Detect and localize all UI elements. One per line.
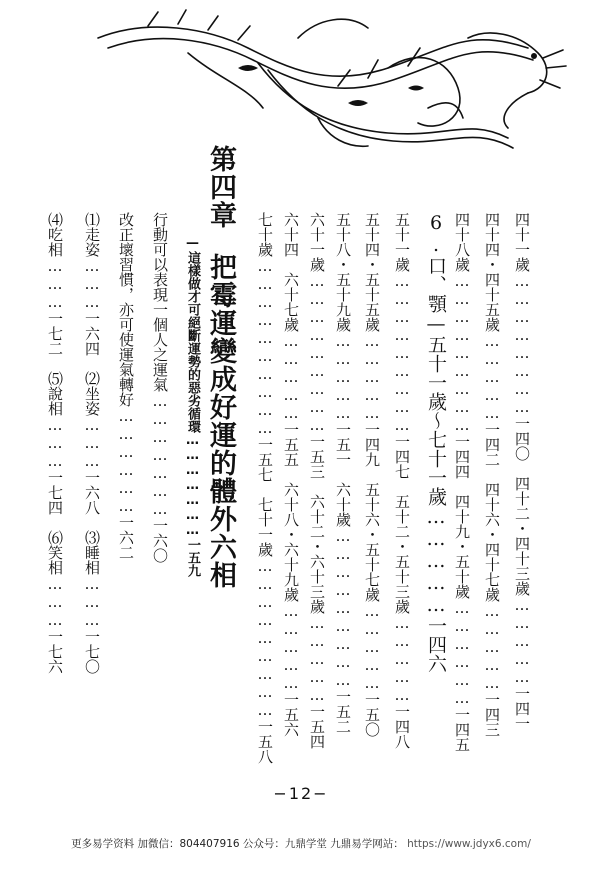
chapter-heading [203,145,237,589]
chapter-title: 把霉運變成好運的體外六相 [205,253,236,589]
toc-line: ⑷吃相………一七二 ⑸說相………一七四 ⑹笑相………一七六 [46,212,64,674]
toc-line: 四十八歲………………………一四四 四十九・五十歲………………一四五 [453,212,471,752]
chapter-subtitle: —這樣做才可絕斷運勢的惡劣循環…………………一五九 [185,236,200,577]
toc-line: 七十歲…………………………一五七 七十一歲………………………一五八 [256,212,274,764]
toc-line: 四十四・四十五歲……………一四二 四十六・四十七歲……………一四三 [483,212,501,737]
footer-url: https://www.jdyx6.com/ [407,838,531,850]
toc-line: ⑴走姿………一六四 ⑵坐姿………一六八 ⑶睡相………一七〇 [83,212,101,674]
toc-line: 四十一歲……………………一四〇 四十二・四十三歲……………一四一 [513,212,531,731]
toc-section-heading: 6.口、顎—五十一歲〜七十一歲……………一四六 [425,212,447,673]
footer-text: 更多易学资料 加微信：804407916 公众号：九鼎学堂 九鼎易学网站： [71,838,404,850]
toc-line: 五十一歲………………………一四七 五十二・五十三歲……………一四八 [393,212,411,749]
chapter-number: 第四章 [205,145,236,229]
page-number: −12− [273,784,329,803]
watermark-footer [0,836,602,851]
toc-line: 行動可以表現一個人之運氣…………………一六〇 [151,212,169,563]
toc-line: 改正壞習慣，亦可使運氣轉好………………一六二 [117,212,135,560]
toc-line: 六十四 六十七歲……………一五五 六十八・六十九歲……………一五六 [282,212,300,737]
toc-line: 五十四・五十五歲……………一四九 五十六・五十七歲……………一五〇 [363,212,381,737]
toc-line: 五十八・五十九歲……………一五一 六十歲………………………一五二 [334,212,352,734]
dragon-illustration [88,8,568,158]
toc-line: 六十一歲………………………一五三 六十二・六十三歲……………一五四 [308,212,326,749]
